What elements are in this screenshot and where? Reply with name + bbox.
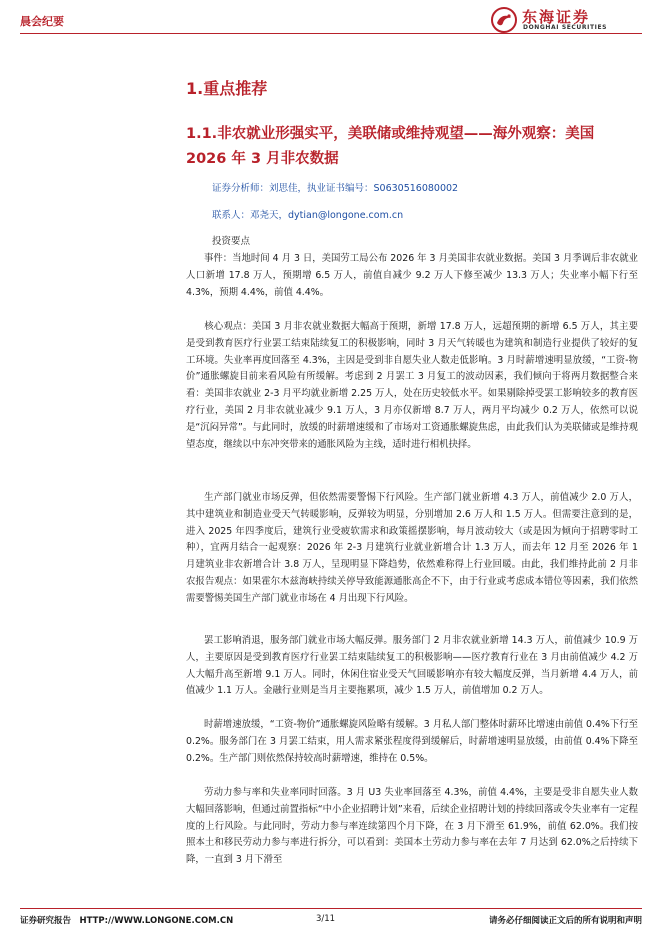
paragraph-wages: 时薪增速放缓，“工资-物价”通胀螺旋风险略有缓解。3 月私人部门整体时薪环比增速由前值 0.4%下行至 0.2%。服务部门在 3 月罢工结束，用人需求紧张程度得到缓解后，时薪增速明显放缓，由前值 0.4%下降至 0.2%。生产部门则依然保持较高时薪增速，维持在 0.5%。: [186, 719, 638, 764]
paragraph-core-view: 核心观点：美国 3 月非农就业数据大幅高于预期，新增 17.8 万人，远超预期的新增 6.5 万人，其主要是受到教育医疗行业罢工结束陆续复工的积极影响，同时 3 月天气转暖也为建筑和制造行业提供了较好的复工环境。失业率再度回落至 4.3%，主因是受到非自愿失业人数走低影响。3 月时薪增速明显放缓，“工资-物价”通胀螺旋目前来看风险有所缓解。考虑到 2 月罢工 3 月复工的波动因素，我们倾向于将两月数据整合来看：美国非农就业 2-3 月平均就业新增 2.25 万人，处在历史较低水平。如果剔除掉受罢工影响较多的教育医疗行业，美国 2 月非农就业减少 9.1 万人，3 月亦仅新增 8.7 万人，两月平均减少 0.2 万人，依然可以说是“沉闷异常”。与此同时，放缓的时薪增速缓和了市场对工资通胀螺旋焦虑，由此我们认为美联储或是维持观望态度，继续以中东冲突带来的通胀风险为主线，适时进行相机抉择。: [186, 321, 638, 450]
analyst-line: 证券分析师：刘思佳，执业证书编号：S0630516080002: [212, 183, 459, 194]
logo-chinese-name: 东海证券: [522, 8, 591, 26]
article-title: 1.1.非农就业形强实平，美联储或维持观望——海外观察：美国 2026 年 3 月非农数据: [186, 126, 595, 167]
page-number: 3/11: [316, 914, 336, 924]
paragraph-services: 罢工影响消退，服务部门就业市场大幅反弹。服务部门 2 月非农就业新增 14.3 万人，前值减少 10.9 万人，主要原因是受到教育医疗行业罢工结束陆续复工的积极影响——医疗教育行业在 3 月由前值减少 4.2 万人大幅升高至新增 9.1 万人。同时，休闲住宿业受天气回暖影响亦有较大幅度反弹，当月新增 4.4 万人，前值减少 1.1 万人。金融行业则是当月主要拖累项，减少 1.5 万人，前值增加 0.2 万人。: [186, 635, 638, 697]
dragon-logo-icon: [490, 6, 518, 34]
logo-english-name: DONGHAI SECURITIES: [523, 24, 608, 31]
footer-divider: [20, 908, 642, 909]
section-title: 1.重点推荐: [186, 79, 268, 98]
paragraph-participation: 劳动力参与率和失业率同时回落。3 月 U3 失业率回落至 4.3%，前值 4.4%，主要是受非自愿失业人数大幅回落影响，但通过前置指标“中小企业招聘计划”来看，后续企业招聘计划的持续回落或令失业率有一定程度的上行风险。与此同时，劳动力参与率连续第四个月下降，在 3 月下滑至 61.9%，前值 62.0%。我们按照本土和移民劳动力参与率进行拆分，可以看到：美国本土劳动力参与率在去年 7 月达到 62.0%之后持续下降，一直到 3 月下滑至: [186, 787, 638, 866]
company-logo: [490, 6, 640, 34]
footer-website[interactable]: 证券研究报告 HTTP://WWW.LONGONE.COM.CN: [20, 916, 234, 926]
investment-points-label: 投资要点: [212, 236, 251, 247]
footer-disclaimer: 请务必仔细阅读正文后的所有说明和声明: [488, 916, 642, 926]
paragraph-event: 事件：当地时间 4 月 3 日，美国劳工局公布 2026 年 3 月美国非农就业数据。美国 3 月季调后非农就业人口新增 17.8 万人，预期增 6.5 万人，前值自减少 9.2 万人下修至减少 13.3 万人；失业率小幅下行至 4.3%，预期 4.4%，前值 4.4%。: [186, 253, 638, 298]
report-type-tag: 晨会纪要: [20, 15, 64, 28]
paragraph-goods-producing: 生产部门就业市场反弹，但依然需要警惕下行风险。生产部门就业新增 4.3 万人，前值减少 2.0 万人，其中建筑业和制造业受天气转暖影响，反弹较为明显，分别增加 2.6 万人和 1.5 万人。但需要注意到的是，进入 2025 年四季度后，建筑行业受疲软需求和政策摇摆影响，每月波动较大（或是因为倾向于招聘零时工种），宜两月结合一起观察：2026 年 2-3 月建筑行业就业新增合计 1.3 万人，而去年 12 月至 2026 年 1 月建筑业非农新增合计 3.8 万人，呈现明显下降趋势，依然难称得上行业回暖。由此，我们维持此前 2 月非农报告观点：如果霍尔木兹海峡持续关停导致能源通胀高企不下，由于行业或考虑成本错位等因素，我们依然需要警惕美国生产部门就业市场在 4 月出现下行风险。: [186, 492, 638, 604]
contact-line[interactable]: 联系人：邓尧天，dytian@longone.com.cn: [212, 210, 404, 221]
